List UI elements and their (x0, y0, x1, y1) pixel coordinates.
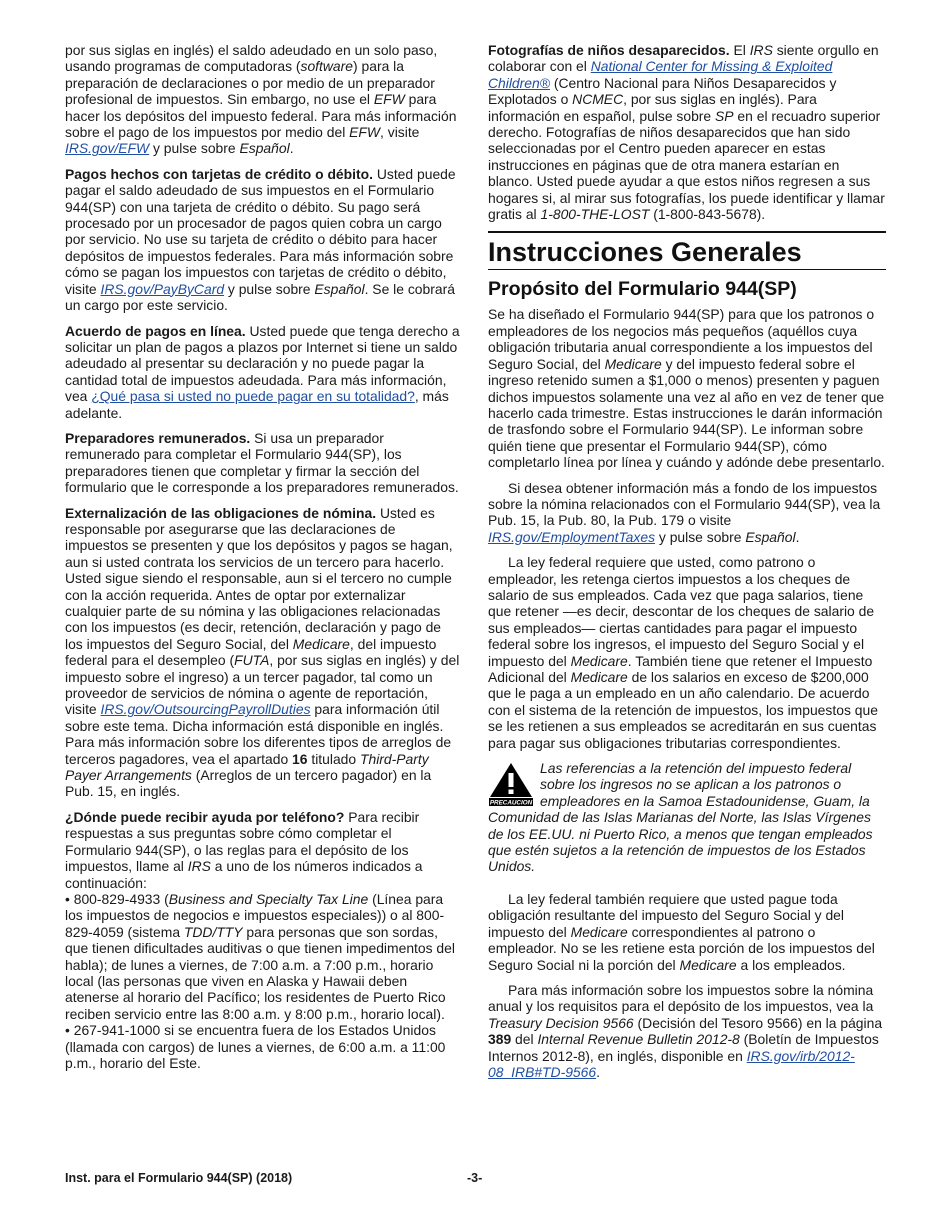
more-info-paragraph: Si desea obtener información más a fondo de los impuestos sobre la nómina relacionados con el Formulario 944(SP), vea la Pub. 15, la Pub. 80, la Pub. 179 o visite IRS.gov/EmploymentTaxes y pulse sobre Español. (488, 479, 881, 545)
cannot-pay-link[interactable]: ¿Qué pasa si usted no puede pagar en su totalidad? (91, 388, 415, 405)
withholding-paragraph: La ley federal requiere que usted, como patrono o empleador, les retenga ciertos impuestos a los cheques de salario de sus empleados. Cada vez que paga salarios, tiene que retener —es decir, descontar de los cheques de salario de sus empleados— ciertas cantidades para pagar el impuesto federal sobre los ingresos, el impuesto del Seguro Social y el impuesto del Medicare. También tiene que retener el Impuesto Adicional del Medicare de los salarios en exceso de $200,000 que le paga a un empleado en un año calendario. De acuerdo con el sistema de la retención de impuestos, los impuestos que se les retienen a sus empleados se acreditarán en sus cuentas para pagar sus obligaciones tributarias correspondientes. (488, 554, 878, 751)
paid-preparers-heading: Preparadores remunerados. (65, 429, 251, 446)
caution-icon-label: PRECAUCION (489, 799, 533, 807)
ncmec-link[interactable]: National Center for Missing & Exploited Children® (488, 58, 833, 91)
employment-taxes-link[interactable]: IRS.gov/EmploymentTaxes (488, 528, 656, 545)
page-number: -3- (467, 1171, 483, 1185)
pay-by-card-link[interactable]: IRS.gov/PayByCard (100, 280, 225, 297)
footer-form-title: Inst. para el Formulario 944(SP) (2018) (65, 1171, 293, 1185)
card-payments-paragraph: Pagos hechos con tarjetas de crédito o débito. Usted puede pagar el saldo adeudado de sus impuestos en el Formulario 944(SP) con una tarjeta de crédito o débito. Su pago será procesado por un procesador de pagos quien cobra un cargo por servicio. No use su tarjeta de crédito o débito para hacer depósitos de impuestos federales. Para más información sobre cómo se pagan los impuestos con tarjetas de crédito o débito, visite IRS.gov/PayByCard y pulse sobre Español. Se le cobrará un cargo por este servicio. (65, 165, 456, 314)
missing-children-paragraph: Fotografías de niños desaparecidos. El IRS siente orgullo en colaborar con el National Center for Missing & Exploited Children® (Centro Nacional para Niños Desaparecidos y Explotados o NCMEC, por sus siglas en inglés). Para información en español, pulse sobre SP en el recuadro superior derecho. Fotografías de niños desaparecidos que han sido seleccionadas por el Centro pueden aparecer en estas instrucciones en páginas que de otra manera estarían en blanco. Usted puede ayudar a que estos niños regresen a sus hogares si, al mirar sus fotografías, los puede identificar y llamar gratis al 1-800-THE-LOST (1-800-843-5678). (488, 42, 885, 223)
right-column (488, 42, 886, 1089)
phone-bullet-1: • 800-829-4933 (Business and Specialty Tax Line (Línea para los impuestos de negocios e impuestos especiales)) o al 800-829-4059 (sistema TDD/TTY para personas que son sordas, que tienen dificultades auditivas o que tienen impedimentos del habla); de lunes a viernes, de 7:00 a.m. a 7:00 p.m., horario local (las personas que viven en Alaska y Hawaii deben atenerse al horario del Pacífico; los residentes de Puerto Rico reciben servicio entre las 8:00 a.m. y 8:00 p.m., horario local). (65, 890, 455, 1022)
outsourcing-paragraph: Externalización de las obligaciones de nómina. Usted es responsable por asegurarse que las declaraciones de impuestos se presenten y que los depósitos y pagos se hagan, aun si usted contrata los servicios de un tercero para hacerlo. Usted sigue siendo el responsable, aun si el tercero no cumple con la acción requerida. Antes de optar por externalizar cualquier parte de su nómina y las obligaciones relacionadas con los impuestos (es decir, retención, declaración y pago de los impuestos del Seguro Social, del Medicare, del impuesto federal para el desempleo (FUTA, por sus siglas en inglés) y del impuesto sobre el ingreso) a un tercer pagador, tal como un proveedor de servicios de nómina o agente de reportación, visite IRS.gov/OutsourcingPayrollDuties para información útil sobre este tema. Dicha información está disponible en inglés. Para más información sobre los diferentes tipos de arreglos de terceros pagadores, vea el apartado 16 titulado Third-Party Payer Arrangements (Arreglos de un tercero pagador) en la Pub. 15, en inglés. (65, 504, 460, 800)
treasury-decision-paragraph: Para más información sobre los impuestos sobre la nómina anual y los requisitos para el depósito de los impuestos, vea la Treasury Decision 9566 (Decisión del Tesoro 9566) en la página 389 del Internal Revenue Bulletin 2012-8 (Boletín de Impuestos Internos 2012-8), en inglés, disponible en IRS.gov/irb/2012-08_IRB#TD-9566. (488, 981, 883, 1080)
phone-help-heading: ¿Dónde puede recibir ayuda por teléfono? (65, 808, 345, 825)
outsourcing-heading: Externalización de las obligaciones de nómina. (65, 504, 377, 521)
missing-children-heading: Fotografías de niños desaparecidos. (488, 42, 730, 58)
purpose-paragraph: Se ha diseñado el Formulario 944(SP) para que los patronos o empleadores de los negocios más pequeños (aquéllos cuya obligación tributaria anual correspondiente a los impuestos del Seguro Social, del Medicare y del impuesto federal sobre el ingreso retenido sumen a $1,000 o menos) presenten y paguen dichos impuestos solamente una vez al año en vez de tener que hacerlo cada trimestre. Estas instrucciones le darán información de trasfondo sobre el Formulario 944(SP). Le informan sobre quién tiene que presentar el Formulario 944(SP), cómo completarlo línea por línea y cuándo y adónde debe presentarlo. (488, 306, 885, 471)
efw-paragraph: por sus siglas en inglés) el saldo adeudado en un solo paso, usando programas de computadoras (software) para la preparación de declaraciones o por medio de un preparador profesional de impuestos. Sin embargo, no use el EFW para hacer los depósitos del impuesto federal. Para más información sobre el pago de los impuestos por medio del EFW, visite IRS.gov/EFW y pulse sobre Español. (65, 42, 457, 157)
bullet-glyph: • (65, 1022, 70, 1039)
employer-share-paragraph: La ley federal también requiere que usted pague toda obligación resultante del impuesto del Seguro Social y del impuesto del Medicare correspondientes al patrono o empleador. No se les retiene esta porción de los impuestos del Seguro Social ni la porción del Medicare a los empleados. (488, 890, 875, 973)
payment-agreement-heading: Acuerdo de pagos en línea. (65, 322, 246, 339)
left-column (65, 42, 460, 1071)
payment-agreement-paragraph: Acuerdo de pagos en línea. Usted puede que tenga derecho a solicitar un plan de pagos a plazos por Internet si tiene un saldo adeudado al presentar su declaración y no puede pagar la cantidad total de impuestos adeudada. Para más información, vea ¿Qué pasa si usted no puede pagar en su totalidad?, más adelante. (65, 322, 460, 421)
section-heading-general-instructions: Instrucciones Generales (488, 231, 886, 270)
outsourcing-link[interactable]: IRS.gov/OutsourcingPayrollDuties (100, 701, 311, 718)
caution-text: Las referencias a la retención del impuesto federal sobre los ingresos no se aplican a los patronos o empleadores en la Samoa Estadounidense, Guam, la Comunidad de las Islas Marianas del Norte, las Islas Vírgenes de los EE.UU. ni Puerto Rico, a menos que tengan empleados que estén sujetos a la retención de impuestos de los Estados Unidos. (488, 760, 873, 875)
paid-preparers-paragraph: Preparadores remunerados. Si usa un preparador remunerado para completar el Formulario 944(SP), los preparadores tienen que completar y firmar la sección del formulario que le corresponde a los preparadores remunerados. (65, 429, 459, 496)
card-payments-heading: Pagos hechos con tarjetas de crédito o débito. (65, 165, 373, 182)
caution-icon (488, 762, 534, 806)
irb-td-9566-link[interactable]: IRS.gov/irb/2012-08_IRB#TD-9566 (488, 1047, 855, 1080)
phone-bullet-2: • 267-941-1000 si se encuentra fuera de los Estados Unidos (llamada con cargos) de lunes a viernes, de 6:00 a.m. a 11:00 p.m., horario del Este. (65, 1022, 446, 1071)
phone-help-paragraph: ¿Dónde puede recibir ayuda por teléfono? Para recibir respuestas a sus preguntas sobre cómo completar el Formulario 944(SP), o las reglas para el depósito de los impuestos, llame al IRS a uno de los números indicados a continuación: (65, 808, 423, 891)
bullet-glyph: • (65, 890, 70, 907)
irs-efw-link[interactable]: IRS.gov/EFW (65, 140, 150, 157)
caution-box (488, 760, 886, 875)
subsection-heading-purpose: Propósito del Formulario 944(SP) (488, 278, 797, 301)
